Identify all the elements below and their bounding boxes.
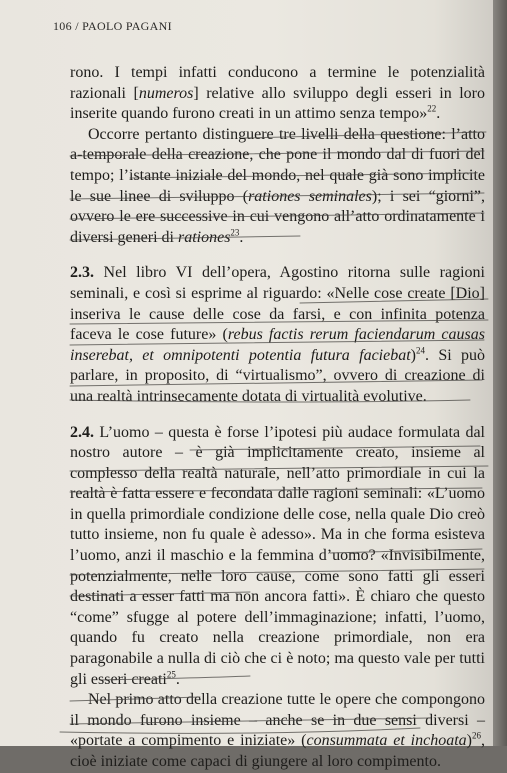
text: Nel primo atto della creazione tutte le opere che compongono il mondo furono insieme – anche se in due sensi diversi – «portate a compimento e iniziate» ( [70,691,485,750]
latin-term: rationes [177,228,231,246]
text: . [239,228,244,246]
paragraph-first-act [70,690,485,772]
text: . [175,670,180,688]
latin-term: rationes seminales [248,187,372,205]
text: . Si può parlare, in proposito, di “virtualismo”, ovvero di creazione di una realtà intrinsecamente dotata di virtualità evolutive. [70,346,485,405]
text: Occorre pertanto distinguere tre livelli della questione: l’atto a-temporale della creazione, che pone il mondo dal di fuori del tempo; l’istante iniziale del mondo, nel quale già sono implicite le sue linee di sviluppo ( [70,125,485,205]
footnote-ref: 23 [230,227,240,238]
text: , cioè iniziate come capaci di giungere al loro compimento. [70,732,485,770]
latin-term: numeros [138,84,194,102]
section-number: 2.4. [70,423,94,441]
text: rono. I tempi infatti conducono a termine le potenzialità razionali [ [70,64,485,102]
text: ) [410,346,416,364]
text: Nel libro VI dell’opera, Agostino ritorna sulle ragioni seminali, e così si esprime al riguardo: «Nelle cose create [Dio] inseriva le cause delle cose da farsi, e con infinita potenza faceva le cose future» ( [70,264,485,344]
text-body [70,63,485,773]
footnote-ref: 26 [472,731,481,742]
running-header: 106 / PAOLO PAGANI [53,19,172,33]
text: ) [466,732,472,750]
text: . [436,105,441,123]
latin-quote: rebus factis rerum faciendarum causas inserebat, et omnipotenti potentia futura faciebat [70,326,485,364]
paragraph-continuation [70,63,485,125]
footnote-ref: 22 [427,103,437,114]
paragraph-levels [70,125,485,249]
footnote-ref: 24 [416,345,425,356]
text: L’uomo – questa è forse l’ipotesi più audace formulata dal nostro autore – è già implicitamente creato, insieme al complesso della realtà naturale, nell’atto primordiale in cui la realtà è fatta essere e fecondata dalle ragioni seminali: «L’uomo in quella primordiale condizione delle cose, nella quale Dio creò tutto insieme, non fu quale è adesso». Ma in che forma esisteva l’uomo, anzi il maschio e la femmina d’uomo? «Invisibilmente, potenzialmente, nelle loro cause, come sono fatti gli esseri destinati a esser fatti ma non ancora fatti». È chiaro che questo “come” sfugge al potere dell’immaginazione; infatti, l’uomo, quando fu creato nella creazione primordiale, non era paragonabile a nulla di ciò che ci è noto; ma questo vale per tutti gli esseri creati [70,423,485,688]
section-2-4 [70,423,485,691]
section-number: 2.3. [70,264,94,282]
text: ] relative allo sviluppo degli esseri in loro inserite quando furono creati in un attimo senza tempo» [70,84,486,123]
section-2-3 [70,263,485,407]
book-spine-edge [493,0,507,746]
text: ); i sei “giorni”, ovvero le ere successive in cui vengono all’atto ordinatamente i diversi generi di [70,187,486,246]
footnote-ref: 25 [166,669,176,680]
latin-term: consummata et inchoata [306,732,467,750]
